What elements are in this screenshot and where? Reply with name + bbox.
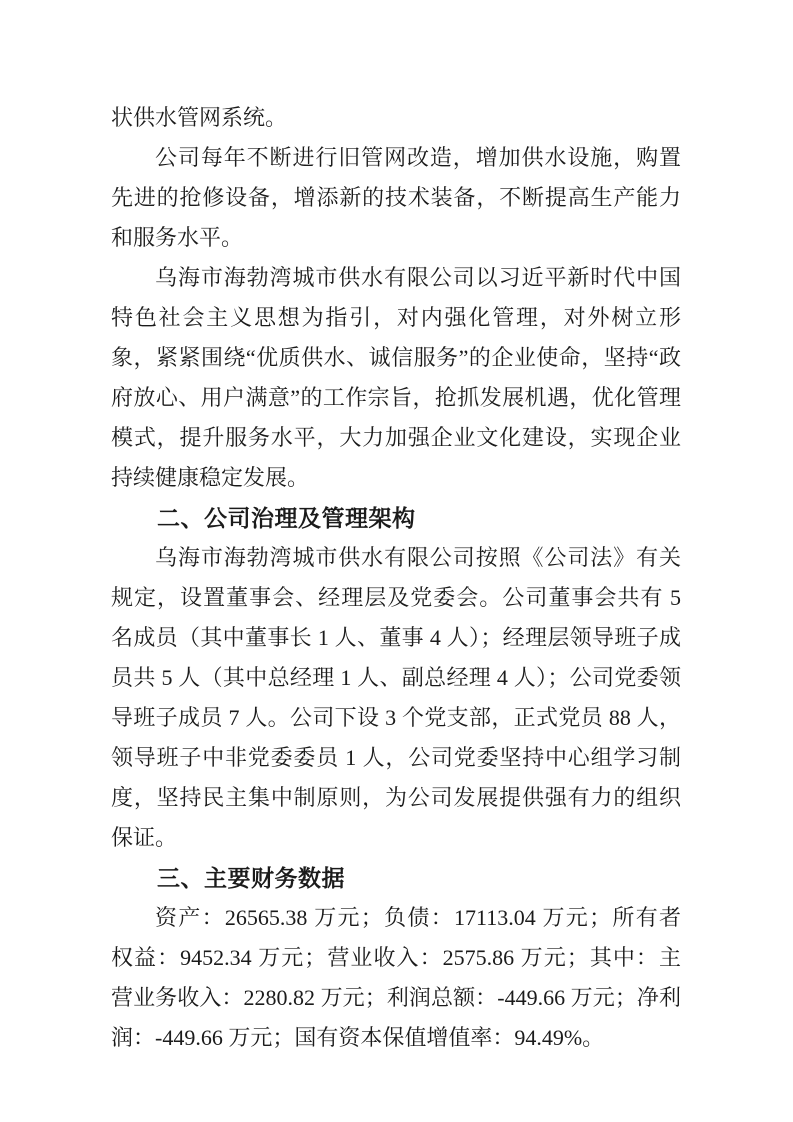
section-heading: 二、公司治理及管理架构	[157, 505, 416, 531]
document-content	[111, 98, 681, 1058]
paragraph: 乌海市海勃湾城市供水有限公司以习近平新时代中国特色社会主义思想为指引，对内强化管理，对外树立形象，紧紧围绕“优质供水、诚信服务”的企业使命，坚持“政府放心、用户满意”的工作宗旨，抢抓发展机遇，优化管理模式，提升服务水平，大力加强企业文化建设，实现企业持续健康稳定发展。	[111, 265, 681, 490]
paragraph: 公司每年不断进行旧管网改造，增加供水设施，购置先进的抢修设备，增添新的技术装备，不断提高生产能力和服务水平。	[111, 145, 681, 250]
paragraph: 乌海市海勃湾城市供水有限公司按照《公司法》有关规定，设置董事会、经理层及党委会。公司董事会共有 5 名成员（其中董事长 1 人、董事 4 人）；经理层领导班子成员共 5 人（其中总经理 1 人、副总经理 4 人）；公司党委领导班子成员 7 人。公司下设 3 个党支部，正式党员 88 人，领导班子中非党委委员 1 人，公司党委坚持中心组学习制度，坚持民主集中制原则，为公司发展提供强有力的组织保证。	[111, 545, 681, 850]
section-heading: 三、主要财务数据	[157, 865, 345, 891]
paragraph: 资产：26565.38 万元；负债：17113.04 万元；所有者权益：9452.34 万元；营业收入：2575.86 万元；其中：主营业务收入：2280.82 万元；利润总额：-449.66 万元；净利润：-449.66 万元；国有资本保值增值率：94.49%。	[111, 905, 681, 1050]
paragraph: 状供水管网系统。	[111, 105, 288, 130]
